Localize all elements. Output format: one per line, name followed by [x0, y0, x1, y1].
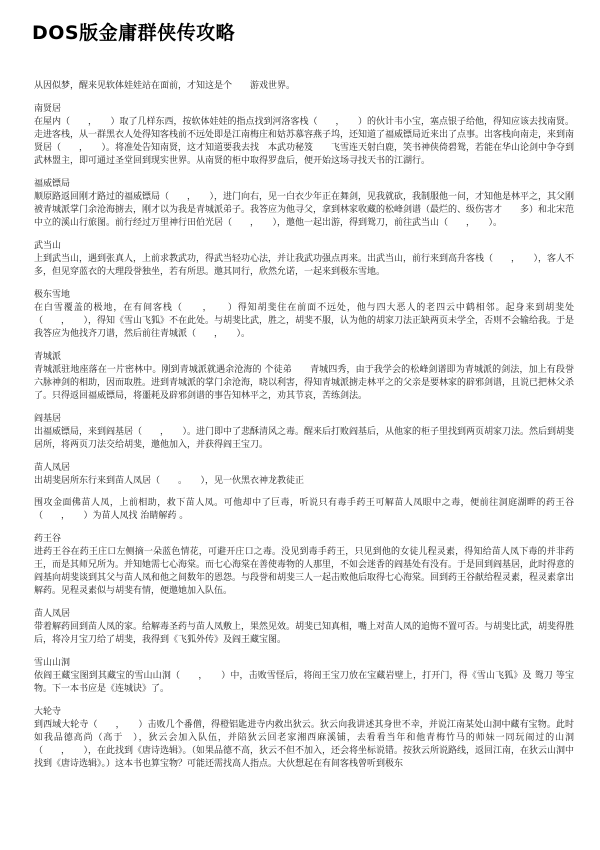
section-paragraph: 进药王谷在药王庄口左侧摘一朵蓝色情花，可避开庄口之毒。没见到毒手药王，只见到他的女徒儿程灵素，得知给苗人凤下毒的并非药王，而是其师兄所为。并知她需七心海棠。而七心海棠在善使毒物的人那里，不如会迷香的阎基处有没有。于是回到阎基居，此时得意的阎基向胡斐谈到其父与苗人凤和他之间数年的恩怨。与段誉和胡斐三人一起击败他后取得七心海棠。回到药王谷献给程灵素，程灵素拿出解药。见程灵素似与胡斐有情，便邀她加入队伍。 — [34, 547, 575, 596]
section-heading: 苗人凤居 — [34, 463, 71, 473]
section-paragraph: 出福威镖局，来到阎基居（ ， ）。进门即中了悲酥清风之毒。醒来后打败阎基后，从他家的柜子里找到两页胡家刀法。然后到胡斐居所，将两页刀法交给胡斐，邀他加入，并获得阎王宝刀。 — [34, 427, 575, 450]
section-paragraph: 上到武当山，遇到张真人，上前求教武功，得武当轻功心法，并让我武功强点再来。出武当山，前行来到高升客栈（ ， ），客人不多，但见穿蓝衣的大理段誉独坐，若有所思。邀其同行，欣然允诺，一起来到极东雪地。 — [34, 254, 575, 277]
section-heading: 雪山山洞 — [34, 658, 71, 668]
walkthrough-section — [34, 413, 574, 452]
walkthrough-section — [34, 289, 574, 341]
section-heading: 武当山 — [34, 241, 62, 251]
walkthrough-section — [34, 706, 574, 771]
sections-container — [34, 103, 574, 771]
walkthrough-section — [34, 657, 574, 696]
section-paragraph: 青城派驻地座落在一片密林中。刚到青城派就遇余沧海的 个徒弟 青城四秀，由于我学会的松峰剑谱即为青城派的剑法，加上有段誉六脉神剑的相助，因而取胜。进到青城派的掌门余沧海，晓以利害，得知青城派掳走林平之的父亲是要林家的辟邪剑谱，且说已把林父杀了。只得返回福威镖局，将噩耗及辟邪剑谱的事告知林平之，劝其节哀，苦练剑法。 — [34, 365, 575, 401]
section-paragraph: 到西域大轮寺（ ， ）击败几个番僧，得橙铝匙进寺内救出狄云。狄云向我讲述其身世不幸，并说江南某处山洞中藏有宝物。此时如我品德高尚（高于 ），狄云会加入队伍，并陪狄云回老家湘西麻溪铺，去看看当年和他青梅竹马的师妹一同玩闹过的山洞（ ， ），在此找到《唐诗选辑》。（如果品德不高，狄云不但不加入，还会将坐标说错。按狄云所说路线，返回江南，在狄云山洞中找到《唐诗选辑》。）这本书也算宝物？可能还需找高人指点。大伙想起在有间客栈曾听到极东 — [34, 720, 575, 769]
section-heading: 药王谷 — [34, 534, 62, 544]
section-heading: 南贤居 — [34, 104, 62, 114]
walkthrough-section — [34, 462, 574, 523]
section-heading: 福威镖局 — [34, 179, 71, 189]
section-heading: 大轮寺 — [34, 707, 62, 717]
section-paragraph: 在屋内（ ， ）取了几样东西，按软体娃娃的指点找到河洛客栈（ ， ）的伙计韦小宝，塞点银子给他，得知应该去找南贤。走进客栈，从一群黑衣人处得知客栈前不远处即是江南梅庄和姑苏慕容燕子坞，还知道了福威镖局近来出了点事。出客栈向南走，来到南贤居（ ， ）。将准处告知南贤，这才知道要我去找 本武功秘笈 飞雪连天射白鹿，笑书神侠倚碧鸳，若能在华山论剑中争夺到武林盟主，即可通过圣堂回到现实世界。从南贤的柜中取得罗盘后，便开始这场寻找天书的江湖行。 — [34, 117, 575, 166]
section-paragraph: 依阎王藏宝图到其藏宝的雪山山洞（ ， ）中，击败雪怪后，将阎王宝刀放在宝藏岩壁上，打开门，得《雪山飞狐》及 鸳刀 等宝物。下一本书应是《连城诀》了。 — [34, 671, 574, 694]
section-heading: 阎基居 — [34, 414, 62, 424]
section-paragraph: 出胡斐居所东行来到苗人凤居（ 。 ），见一伙黑衣神龙教徒正 — [34, 476, 305, 486]
section-paragraph: 围攻金面佛苗人凤，上前相助，救下苗人凤。可他却中了巨毒，听说只有毒手药王可解苗人凤眼中之毒，便前往洞庭湖畔的药王谷（ ， ）为苗人凤找 治睛解药 。 — [34, 498, 574, 521]
walkthrough-section — [34, 178, 574, 230]
walkthrough-section — [34, 351, 574, 403]
document-body — [34, 80, 574, 781]
section-heading: 极东雪地 — [34, 290, 71, 300]
page-title: DOS版金庸群侠传攻略 — [32, 22, 236, 44]
walkthrough-section — [34, 608, 574, 647]
section-heading: 青城派 — [34, 352, 62, 362]
walkthrough-section — [34, 240, 574, 279]
section-paragraph: 在白雪覆盖的极地，在有间客栈（ ， ）得知胡斐住在前面不远处，他与四大恶人的老四云中鹤相邻。起身来到胡斐处（ ， ），得知《雪山飞狐》不在此处。与胡斐比武，胜之，胡斐不服，认为他的胡家刀法正缺两页未学全，否则不会输给我。于是我答应为他找齐刀谱，然后前往青城派（ ， ）。 — [34, 303, 575, 339]
section-heading: 苗人凤居 — [34, 609, 71, 619]
section-paragraph: 顺原路返回刚才路过的福威镖局（ ， ），进门向右，见一白衣少年正在舞剑，见我就砍，我制服他一问，才知他是林平之，其父刚被青城派掌门余沧海掳去，刚才以为我是青城派弟子。我答应为他寻父，拿到林家收藏的松峰剑谱（最烂的、级伤害才 多）和北宋范中立的溪山行旅图。前行经过万里神行田伯光居（ ， ），邀他一起出游，得到鸳刀，前往武当山（ ， ）。 — [34, 192, 575, 228]
section-paragraph: 带着解药回到苗人凤的家。给解毒圣药与苗人凤敷上，果然见效。胡斐已知真相，嘴上对苗人凤的追悔不置可否。与胡斐比武，胡斐得胜后，将冷月宝刀给了胡斐，我得到《飞狐外传》及阎王藏宝图。 — [34, 622, 575, 645]
intro-paragraph: 从因似梦，醒来见软体娃娃站在面前，才知这是个 游戏世界。 — [34, 81, 296, 91]
walkthrough-section — [34, 103, 574, 168]
walkthrough-section — [34, 533, 574, 598]
